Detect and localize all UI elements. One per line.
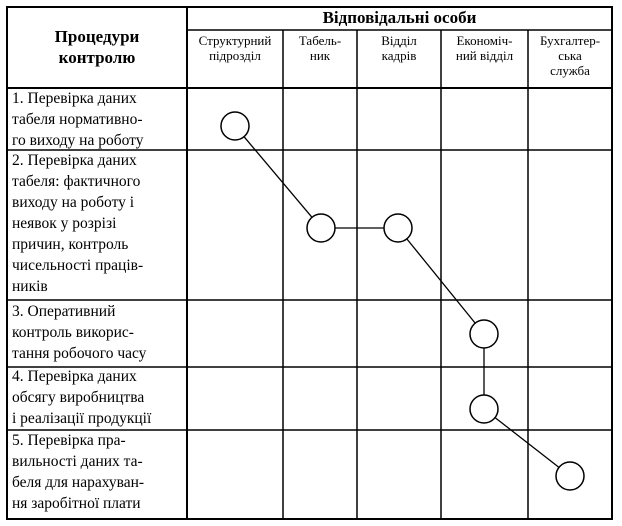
flow-node [384,214,412,242]
column-header-timekeeper: Табель- ник [298,33,342,63]
flow-node [221,112,249,140]
flow-connector [495,418,559,468]
flow-node [470,395,498,423]
flow-connector [244,137,312,218]
flow-node [307,214,335,242]
flow-layer [221,112,584,490]
row-label-3: 3. Оперативний контроль викорис- тання робочого часу [12,303,147,362]
row-label-4: 4. Перевірка даних обсягу виробництва і реалізації продукції [12,368,152,427]
row-label-5: 5. Перевірка пра- вильності даних та- беля для нарахуван- ня заробітної плати [12,432,145,512]
flow-node [556,462,584,490]
flow-node [470,320,498,348]
column-header-hr-department: Відділ кадрів [381,33,417,63]
row-label-2: 2. Перевірка даних табеля: фактичного виходу на роботу і неявок у розрізі причин, контроль чисельності праців- ників [12,152,144,295]
column-header-accounting: Бухгалтер- ська служба [539,33,601,78]
procedures-header: Процедури контролю [54,27,140,67]
column-header-economic-department: Економіч- ний відділ [455,33,514,63]
responsible-header: Відповідальні особи [322,8,477,27]
row-label-1: 1. Перевірка даних табеля нормативно- го виходу на роботу [12,90,144,149]
column-header-structural-unit: Структурний підрозділ [198,33,272,63]
